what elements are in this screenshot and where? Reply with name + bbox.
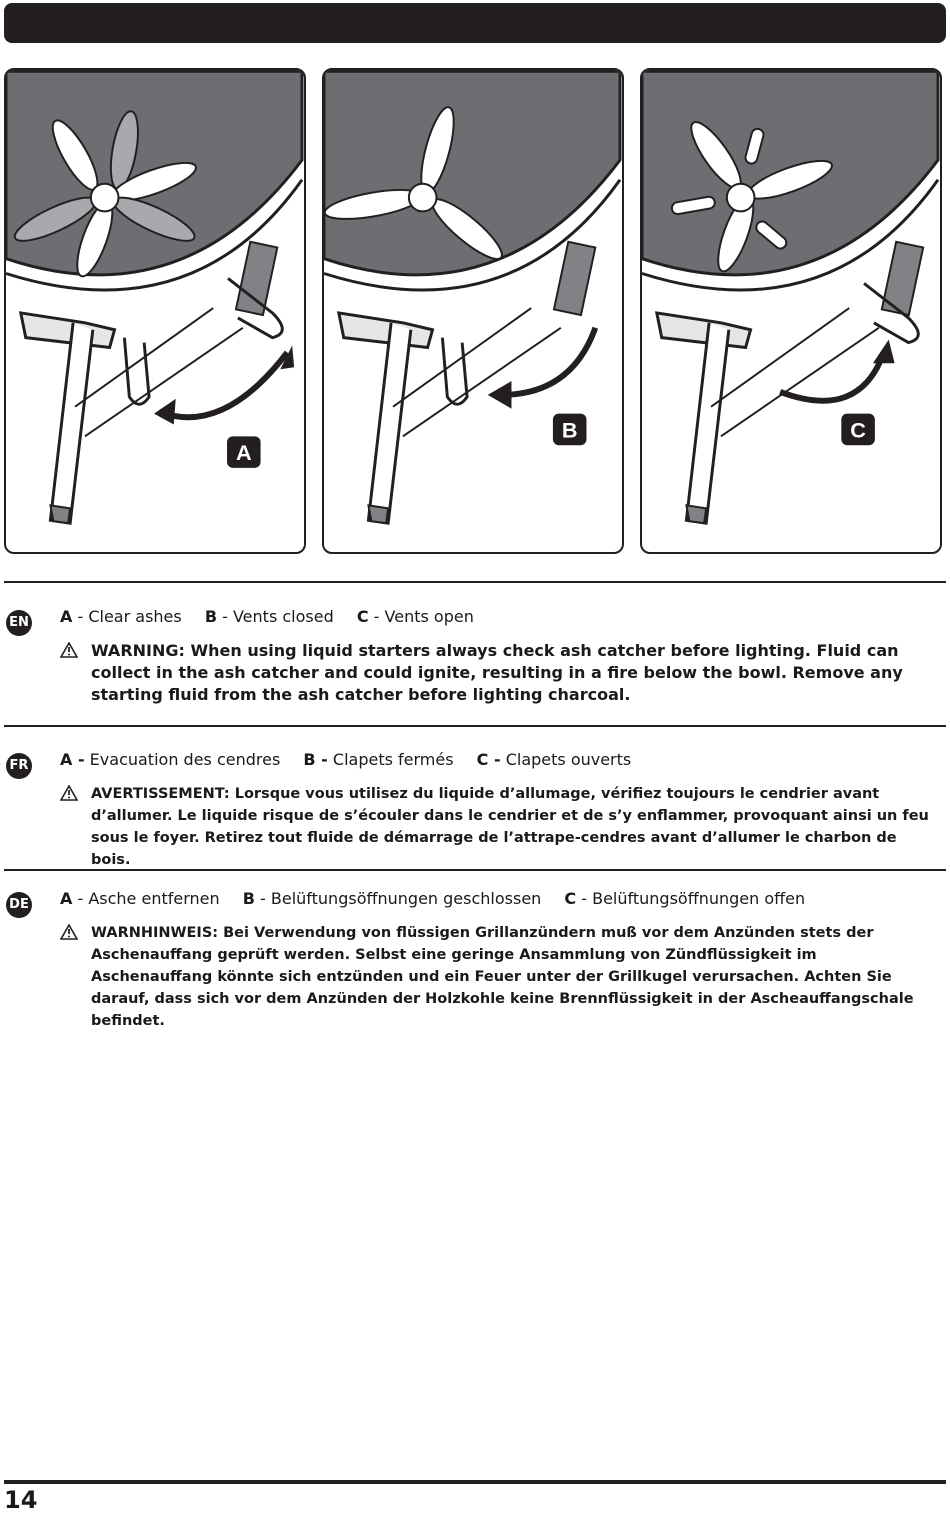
- lang-badge-de: DE: [6, 892, 32, 918]
- page-number: 14: [4, 1486, 38, 1514]
- illustration-panel-a: [4, 68, 306, 554]
- warning-text: WARNHINWEIS: Bei Verwendung von flüssigen Grillanzündern muß vor dem Anzünden stets der Aschenauffang geprüft werden. Selbst eine geringe Ansammlung von Zündflüssigkeit im Aschenauffang könnte sich entzünden und ein Feuer unter der Grillkugel verursachen. Achten Sie darauf, dass sich vor dem Anzünden der Holzkohle keine Brennflüssigkeit in der Ascheauffangschale befindet.: [91, 925, 914, 1029]
- legend-text-b: - Belüftungsöffnungen geschlossen: [254, 889, 542, 908]
- legend-key-a: A: [60, 607, 73, 626]
- legend-en: [60, 607, 474, 626]
- legend-text-b: Clapets fermés: [327, 750, 454, 769]
- legend-key-a: A: [60, 889, 73, 908]
- legend-key-a: A -: [60, 750, 85, 769]
- warning-en: [60, 640, 940, 706]
- section-divider: [4, 581, 946, 583]
- warning-fr: [60, 783, 940, 871]
- warning-triangle-icon: [60, 785, 78, 801]
- legend-text-a: - Asche entfernen: [72, 889, 220, 908]
- legend-key-c: C: [356, 607, 369, 626]
- section-divider: [4, 869, 946, 871]
- grill-vent-illustration-c: [642, 70, 940, 552]
- grill-vent-illustration-b: [324, 70, 622, 552]
- legend-key-b: B: [242, 889, 255, 908]
- illustration-panel-b: [322, 68, 624, 554]
- legend-text-a: - Clear ashes: [72, 607, 182, 626]
- section-divider: [4, 725, 946, 727]
- legend-text-c: - Vents open: [368, 607, 474, 626]
- illustration-panel-c: [640, 68, 942, 554]
- warning-triangle-icon: [60, 924, 78, 940]
- warning-text: WARNING: When using liquid starters always check ash catcher before lighting. Fluid can collect in the ash catcher and could ignite, resulting in a fire below the bowl. Remove any starting fluid from the ash catcher before lighting charcoal.: [91, 641, 903, 704]
- legend-fr: [60, 750, 631, 769]
- warning-triangle-icon: [60, 642, 78, 658]
- warning-text: AVERTISSEMENT: Lorsque vous utilisez du liquide d’allumage, vérifiez toujours le cendrier avant d’allumer. Le liquide risque de s’écouler dans le cendrier et de s’y enflammer, provoquant ainsi un feu sous le foyer. Retirez tout fluide de démarrage de l’attrape-cendres avant d’allumer le charbon de bois.: [91, 786, 929, 868]
- panel-label-c: C: [850, 417, 866, 443]
- legend-key-b: B: [204, 607, 218, 626]
- panel-label-b: B: [561, 417, 578, 443]
- legend-key-c: C: [564, 889, 577, 908]
- header-bar: [4, 3, 946, 43]
- legend-text-a: Evacuation des cendres: [84, 750, 281, 769]
- grill-vent-illustration-a: [6, 70, 304, 552]
- legend-de: [60, 889, 805, 908]
- legend-text-c: - Belüftungsöffnungen offen: [576, 889, 806, 908]
- legend-text-c: Clapets ouverts: [500, 750, 632, 769]
- lang-badge-en: EN: [6, 610, 32, 636]
- lang-badge-fr: FR: [6, 753, 32, 779]
- warning-de: [60, 922, 940, 1032]
- footer-bar: [4, 1480, 946, 1484]
- legend-key-b: B -: [303, 750, 328, 769]
- legend-key-c: C -: [476, 750, 501, 769]
- panel-label-a: A: [235, 440, 252, 466]
- legend-text-b: - Vents closed: [217, 607, 334, 626]
